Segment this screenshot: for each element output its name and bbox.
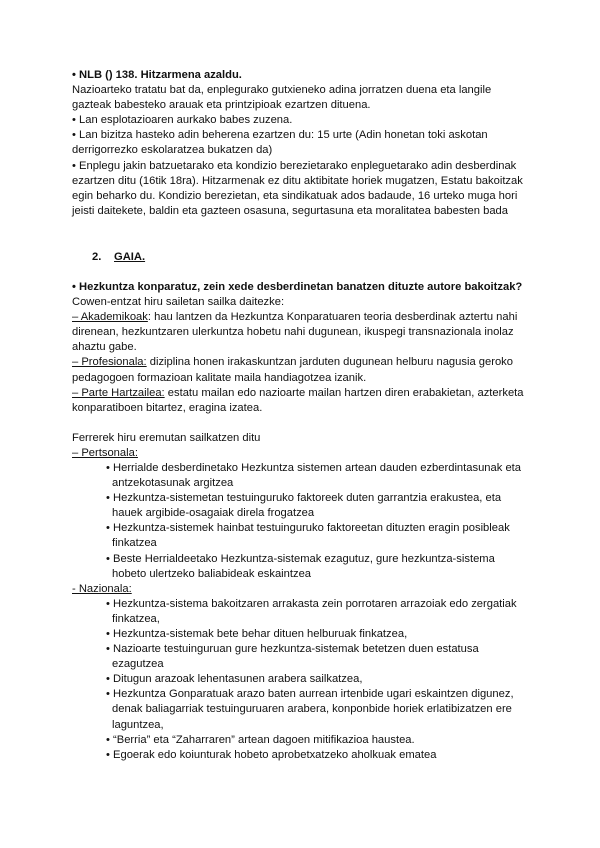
nlb-paragraph-line: Nazioarteko tratatu bat da, enplegurako gutxieneko adina jorratzen duena eta langile [72, 84, 492, 97]
nlb-bullet-cont: ezartzen ditu (16tik 18ra). Hitzarmenak ez ditu aktibitate horiek mugatzen, Estatu bakoitzak [72, 174, 523, 187]
list-bullet-cont: finkatzea [112, 537, 157, 550]
cowen-item-professional [72, 355, 542, 370]
nlb-paragraph-line: gazteak babesteko arauak eta printzipioak ezartzen dituena. [72, 99, 371, 112]
ferrer-national-list [72, 597, 542, 763]
section-title-text: GAIA. [114, 250, 146, 263]
item-text-cont: konparatiboen bitartez, eragina izatea. [72, 401, 263, 414]
section-number: 2. [92, 250, 102, 263]
nlb-bullet-cont: egin beharko du. Kondizio berezietan, eta sindikatuak ados badaude, 16 urteko muga hori [72, 189, 518, 202]
list-bullet: • Herrialde desberdinetako Hezkuntza sistemen artean dauden ezberdintasunak eta [106, 461, 522, 474]
cowen-item-participant [72, 386, 542, 401]
cowen-item-academic [72, 310, 542, 325]
item-label: – Akademikoak [72, 311, 148, 324]
section-2-title [92, 250, 542, 265]
ferrer-personal-list [72, 461, 542, 582]
item-text-cont: ahaztu gabe. [72, 341, 137, 354]
list-bullet-cont: denak baliagarriak testuinguruaren arabera, konponbide horiek erlatibizatzen ere [112, 703, 512, 716]
list-bullet-cont: hauek argibide-osagaiak direla frogatzea [112, 507, 315, 520]
nlb-bullet: • Lan esplotazioaren aurkako babes zuzena. [72, 114, 293, 127]
item-label: – Profesionala: [72, 356, 147, 369]
item-text: diziplina honen irakaskuntzan jarduten dugunean helburu nagusia geroko [146, 356, 513, 369]
cowen-question: • Hezkuntza konparatuz, zein xede desberdinetan banatzen dituzte autore bakoitzak? [72, 280, 523, 293]
item-label: – Parte Hartzailea: [72, 386, 165, 399]
list-bullet: • Ditugun arazoak lehentasunen arabera sailkatzea, [106, 673, 363, 686]
list-bullet: • Hezkuntza-sistema bakoitzaren arrakasta zein porrotaren arrazoiak edo zergatiak [106, 597, 517, 610]
list-bullet-cont: antzekotasunak argitzea [112, 477, 234, 490]
nlb-bullet: • Lan bizitza hasteko adin beherena ezartzen du: 15 urte (Adin honetan toki askotan [72, 129, 488, 142]
ferrer-group-national-label: - Nazionala: [72, 582, 132, 595]
document-page [72, 68, 542, 763]
nlb-bullet: • Enplegu jakin batzuetarako eta kondizio berezietarako enpleguetarako adin desberdinak [72, 159, 517, 172]
list-bullet-cont: finkatzea, [112, 612, 160, 625]
item-text: : hau lantzen da Hezkuntza Konparatuaren teoria desberdinak aztertu nahi [147, 311, 518, 324]
list-bullet: • “Berria” eta “Zaharraren” artean dagoen mitifikazioa haustea. [106, 733, 415, 746]
list-bullet: • Hezkuntza-sistemetan testuinguruko faktoreek duten garrantzia erakustea, eta [106, 492, 502, 505]
list-bullet: • Egoerak edo koiunturak hobeto aprobetxatzeko aholkuak ematea [106, 748, 437, 761]
nlb-bullet-cont: jeisti daitekete, baldin eta gazteen osasuna, segurtasuna eta moralitatea babesten bada [72, 204, 508, 217]
list-bullet-cont: hobeto ulertzeko baliabideak eskaintzea [112, 567, 312, 580]
item-text-cont: direnean, hezkuntzaren ulerkuntza hobetu nahi dugunean, ikuspegi transnazionala inolaz [72, 326, 514, 339]
nlb-heading: • NLB () 138. Hitzarmena azaldu. [72, 69, 242, 81]
item-text-cont: pedagogoen formazioan kalitate maila handiagotzea izanik. [72, 371, 367, 384]
list-bullet: • Hezkuntza-sistemak bete behar dituen helburuak finkatzea, [106, 628, 408, 640]
cowen-intro: Cowen-entzat hiru sailetan sailka daitezke: [72, 296, 285, 309]
list-bullet: • Hezkuntza Gonparatuak arazo baten aurrean irtenbide ugari eskaintzen digunez, [106, 688, 514, 701]
list-bullet: • Hezkuntza-sistemek hainbat testuinguruko faktoreetan dituzten eragin posibleak [106, 522, 510, 535]
nlb-bullet-cont: derrigorrezko eskolaratzea bukatzen da) [72, 144, 273, 157]
list-bullet-cont: ezagutzea [112, 658, 164, 671]
item-text: estatu mailan edo nazioarte mailan hartzen diren erabakietan, azterketa [164, 386, 524, 399]
list-bullet: • Beste Herrialdeetako Hezkuntza-sistemak ezagutuz, gure hezkuntza-sistema [106, 552, 495, 565]
list-bullet-cont: laguntzea, [112, 718, 164, 731]
ferrer-intro: Ferrerek hiru eremutan sailkatzen ditu [72, 431, 261, 444]
ferrer-group-personal-label: – Pertsonala: [72, 446, 138, 459]
list-bullet: • Nazioarte testuinguruan gure hezkuntza-sistemak betetzen duen estatusa [106, 643, 479, 656]
